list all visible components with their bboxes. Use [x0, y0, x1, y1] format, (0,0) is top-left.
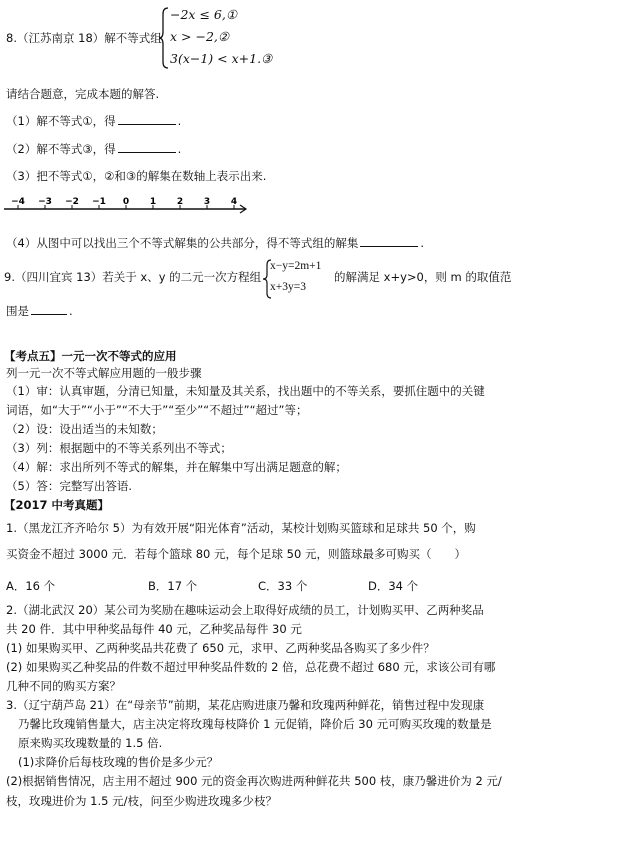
section-title: 【考点五】一元一次不等式的应用: [4, 349, 177, 363]
e2-line-c: (1) 如果购买甲、乙两种奖品共花费了 650 元，求甲、乙两种奖品各购买了多少件？: [6, 641, 435, 655]
step-3: （3）列：根据题中的不等关系列出不等式；: [6, 441, 232, 455]
step-4: （4）解：求出所列不等式的解集，并在解集中写出满足题意的解；: [6, 460, 347, 474]
q8-part1-end: .: [177, 114, 182, 128]
q9-line2: [6, 302, 73, 319]
e2-line-a: 2.（湖北武汉 20）某公司为奖励在趣味运动会上取得好成绩的员工，计划购买甲、乙两种奖品: [6, 603, 484, 617]
option-c: C．33 个: [258, 579, 308, 593]
answer-blank: [118, 140, 176, 153]
step-1a: （1）审：认真审题，分清已知量，未知量及其关系，找出题中的不等关系，要抓住题中的关键: [6, 384, 485, 398]
q9-equation-2: x+3y=3: [270, 281, 306, 293]
q9-line2-end: .: [69, 304, 73, 318]
e2-line-b: 共 20 件．其中甲种奖品每件 40 元，乙种奖品每件 30 元: [6, 622, 302, 636]
q8-prefix: 8.（江苏南京 18）解不等式组: [6, 31, 162, 45]
e2-line-e: 几种不同的购买方案？: [6, 679, 121, 693]
option-d: D．34 个: [368, 579, 419, 593]
e3-line-e: (2)根据销售情况，店主用不超过 900 元的资金再次购进两种鲜花共 500 枝，康乃馨进价为 2 元/: [6, 774, 502, 788]
number-line: [0, 196, 250, 222]
e1-line-b: 买资金不超过 3000 元．若每个篮球 80 元，每个足球 50 元，则篮球最多可购买（ ）: [6, 547, 466, 561]
q8-inequality-2: x > −2,②: [170, 29, 230, 44]
answer-blank: [360, 234, 418, 247]
q8-instruction: 请结合题意，完成本题的解答.: [6, 87, 160, 101]
q9-equation-1: x−y=2m+1: [270, 260, 322, 272]
tick-label: −4: [11, 197, 25, 207]
brace-icon: [158, 6, 170, 70]
q8-part4-text: （4）从图中可以找出三个不等式解集的公共部分，得不等式组的解集: [6, 236, 359, 250]
tick-label: 4: [230, 197, 238, 207]
q8-inequality-1: −2x ≤ 6,①: [170, 7, 238, 22]
tick-label: −2: [65, 197, 79, 207]
tick-label: −1: [92, 197, 106, 207]
e3-line-b: 乃馨比玫瑰销售量大，店主决定将玫瑰每枝降价 1 元促销，降价后 30 元可购买玫瑰的数量是: [18, 717, 492, 731]
q8-part3: （3）把不等式①，②和③的解集在数轴上表示出来.: [6, 169, 267, 183]
e3-line-d: (1)求降价后每枝玫瑰的售价是多少元？: [18, 755, 219, 769]
q8-inequality-3: 3(x−1) < x+1.③: [170, 51, 273, 66]
tick-label: 2: [176, 197, 184, 207]
q8-part2-text: （2）解不等式③，得: [6, 142, 116, 156]
tick-label: 0: [122, 197, 130, 207]
tick-label: 3: [203, 197, 211, 207]
e2-line-d: (2) 如果购买乙种奖品的件数不超过甲种奖品件数的 2 倍，总花费不超过 680 元，求该公司有哪: [6, 660, 496, 674]
q9-prefix: 9.（四川宜宾 13）若关于 x、y 的二元一次方程组: [4, 270, 262, 284]
q8-part4-end: .: [420, 236, 424, 250]
q8-part2-end: .: [177, 142, 182, 156]
answer-blank: [118, 112, 176, 125]
exam-title: 【2017 中考真题】: [4, 498, 110, 512]
q9-line2-text: 围是: [6, 304, 29, 318]
e3-line-a: 3.（辽宁葫芦岛 21）在“母亲节”前期，某花店购进康乃馨和玫瑰两种鲜花，销售过程中发现康: [6, 698, 485, 712]
option-b: B．17 个: [148, 579, 198, 593]
step-5: （5）答：完整写出答语.: [6, 479, 132, 493]
q8-part1: [6, 112, 181, 129]
q8-part2: [6, 140, 181, 157]
e3-line-c: 原来购买玫瑰数量的 1.5 倍.: [18, 736, 163, 750]
option-a: A．16 个: [6, 579, 56, 593]
e3-line-f: 枝，玫瑰进价为 1.5 元/枝，问至少购进玫瑰多少枝？: [6, 794, 277, 808]
q8-part1-text: （1）解不等式①，得: [6, 114, 116, 128]
tick-label: −3: [38, 197, 52, 207]
step-2: （2）设：设出适当的未知数；: [6, 422, 163, 436]
q9-suffix: 的解满足 x+y>0，则 m 的取值范: [334, 270, 512, 284]
answer-blank: [31, 302, 67, 315]
section-subtitle: 列一元一次不等式解应用题的一般步骤: [6, 366, 202, 380]
e1-line-a: 1.（黑龙江齐齐哈尔 5）为有效开展“阳光体育”活动，某校计划购买篮球和足球共 50 个，购: [6, 521, 476, 535]
step-1b: 词语，如“大于”“小于”“不大于”“至少”“不超过”“超过”等；: [6, 403, 308, 417]
q8-part4: [6, 234, 424, 251]
tick-label: 1: [149, 197, 157, 207]
